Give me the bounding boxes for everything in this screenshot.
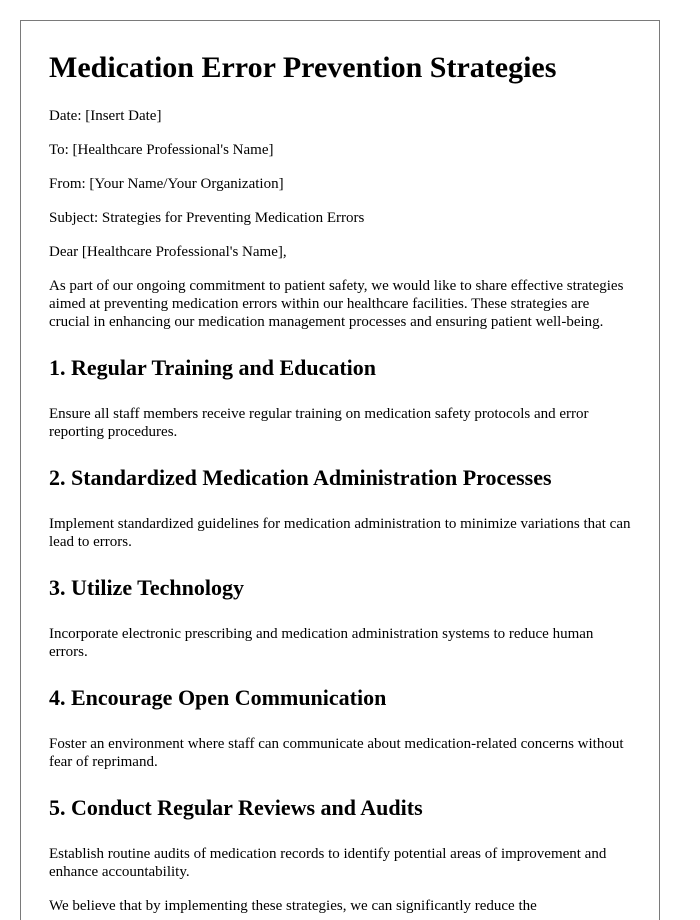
section-body: Implement standardized guidelines for medication administration to minimize variations that can lead to errors. xyxy=(49,516,631,550)
section-heading: 3. Utilize Technology xyxy=(49,575,244,600)
intro-paragraph: As part of our ongoing commitment to patient safety, we would like to share effective strategies aimed at preventing medication errors within our healthcare facilities. These strategies are crucial in enhancing our medication management processes and ensuring patient well-being. xyxy=(49,278,624,330)
closing-paragraph: We believe that by implementing these strategies, we can significantly reduce the xyxy=(49,898,537,914)
section-body: Ensure all staff members receive regular training on medication safety protocols and error reporting procedures. xyxy=(49,406,589,440)
letter-title: Medication Error Prevention Strategies xyxy=(49,51,557,84)
from-line: From: [Your Name/Your Organization] xyxy=(49,176,284,192)
letter-page xyxy=(20,20,660,920)
date-line: Date: [Insert Date] xyxy=(49,108,162,124)
section-body: Foster an environment where staff can communicate about medication-related concerns without fear of reprimand. xyxy=(49,736,624,770)
section-body: Incorporate electronic prescribing and medication administration systems to reduce human errors. xyxy=(49,626,594,660)
section-heading: 2. Standardized Medication Administration Processes xyxy=(49,465,552,490)
section-body: Establish routine audits of medication records to identify potential areas of improvement and enhance accountability. xyxy=(49,846,607,880)
salutation: Dear [Healthcare Professional's Name], xyxy=(49,244,287,260)
section-heading: 4. Encourage Open Communication xyxy=(49,685,387,710)
subject-line: Subject: Strategies for Preventing Medication Errors xyxy=(49,210,365,226)
section-heading: 1. Regular Training and Education xyxy=(49,355,377,380)
to-line: To: [Healthcare Professional's Name] xyxy=(49,142,274,158)
section-heading: 5. Conduct Regular Reviews and Audits xyxy=(49,795,423,820)
